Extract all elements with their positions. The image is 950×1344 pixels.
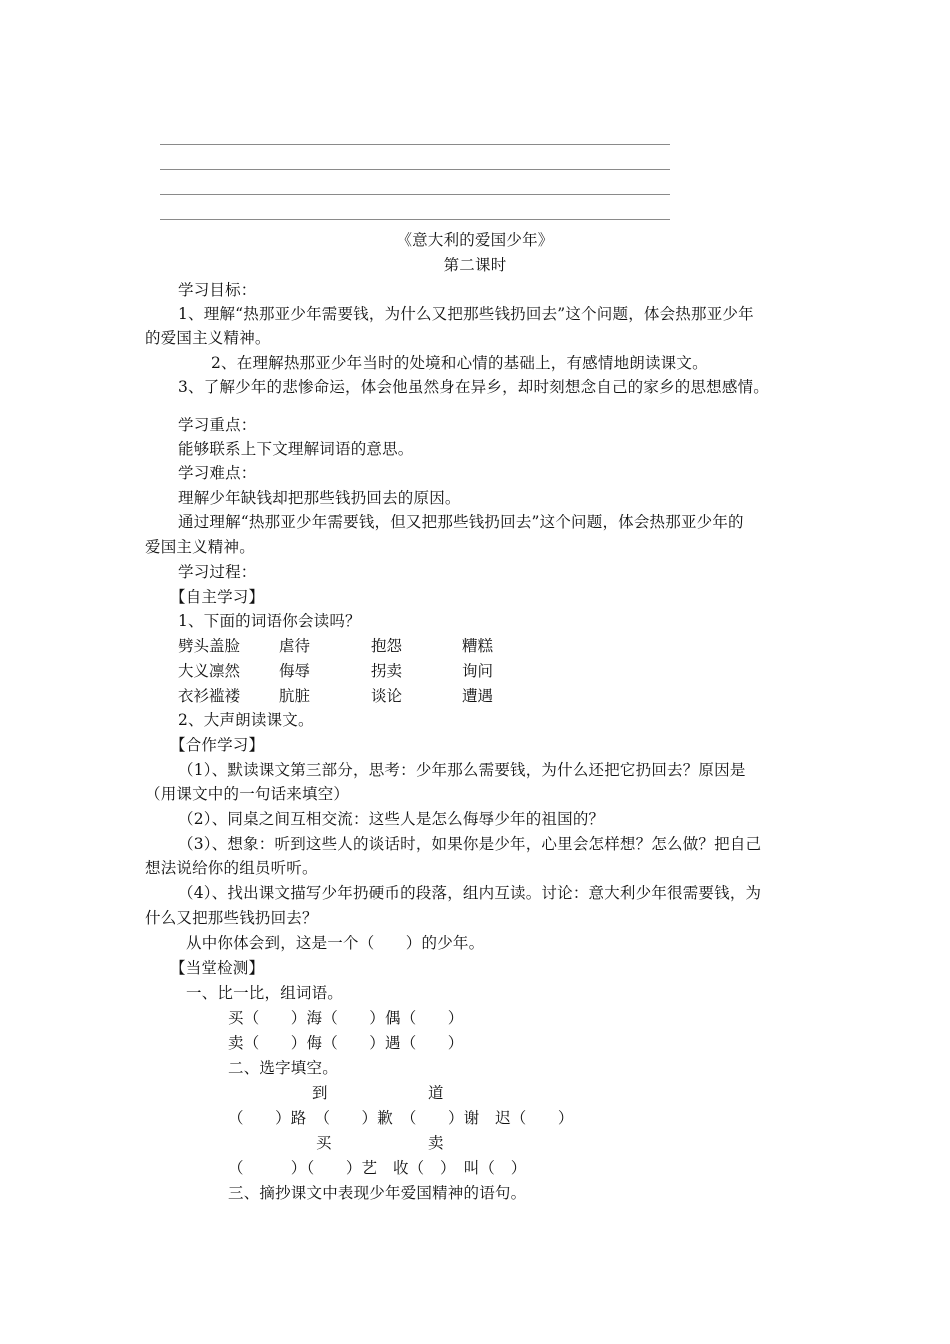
word-cell: 糟糕 — [462, 637, 494, 655]
cooperative-q3-line-2: 想法说给你的组员听听。 — [145, 859, 318, 877]
word-cell: 劈头盖脸 — [178, 637, 241, 655]
answer-line — [160, 144, 670, 145]
objective-3: 3、了解少年的悲惨命运，体会他虽然身在异乡，却时刻想念自己的家乡的思想感情。 — [178, 378, 769, 396]
word-cell: 拐卖 — [371, 662, 403, 680]
objective-1-line-1: 1、理解“热那亚少年需要钱，为什么又把那些钱扔回去”这个问题，体会热那亚少年 — [178, 305, 754, 323]
self-study-q2: 2、大声朗读课文。 — [178, 711, 314, 729]
cooperative-q4-line-1: （4）、找出课文描写少年扔硬币的段落，组内互读。讨论：意大利少年很需要钱，为 — [178, 884, 762, 902]
cooperative-q4-line-2: 什么又把那些钱扔回去？ — [145, 909, 318, 927]
process-heading: 学习过程： — [178, 563, 257, 581]
document-subtitle: 第二课时 — [443, 256, 507, 274]
self-study-heading: 【自主学习】 — [170, 588, 265, 606]
key-points-text: 能够联系上下文理解词语的意思。 — [178, 440, 414, 458]
word-cell: 谈论 — [371, 687, 403, 705]
cooperative-fill: 从中你体会到，这是一个（ ）的少年。 — [186, 934, 485, 952]
word-cell: 衣衫褴褛 — [178, 687, 241, 705]
word-cell: 询问 — [462, 662, 494, 680]
objective-1-line-2: 的爱国主义精神。 — [145, 329, 271, 347]
check-blanks-2: （ ）（ ）艺 收（ ） 叫（ ） — [228, 1159, 527, 1177]
word-cell: 大义凛然 — [178, 662, 241, 680]
key-points-heading: 学习重点： — [178, 416, 257, 434]
objectives-heading: 学习目标： — [178, 281, 257, 299]
choice-char: 买 — [316, 1134, 332, 1152]
check-part-3: 三、摘抄课文中表现少年爱国精神的语句。 — [228, 1184, 527, 1202]
answer-line — [160, 194, 670, 195]
objective-2: 2、在理解热那亚少年当时的处境和心情的基础上，有感情地朗读课文。 — [211, 354, 708, 372]
word-cell: 侮辱 — [279, 662, 311, 680]
cooperative-q1-line-2: （用课文中的一句话来填空） — [145, 785, 350, 803]
self-study-q1: 1、下面的词语你会读吗？ — [178, 612, 361, 630]
cooperative-heading: 【合作学习】 — [170, 736, 265, 754]
check-heading: 【当堂检测】 — [170, 959, 265, 977]
check-blanks-1: （ ）路 （ ）歉 （ ）谢 迟（ ） — [228, 1109, 574, 1127]
choice-char: 到 — [312, 1084, 328, 1102]
difficulties-extra-line-2: 爱国主义精神。 — [145, 538, 255, 556]
answer-line — [160, 219, 670, 220]
check-row-1: 买（ ）海（ ）偶（ ） — [228, 1009, 464, 1027]
word-cell: 肮脏 — [279, 687, 311, 705]
cooperative-q2: （2）、同桌之间互相交流：这些人是怎么侮辱少年的祖国的？ — [178, 810, 605, 828]
difficulties-extra-line-1: 通过理解“热那亚少年需要钱，但又把那些钱扔回去”这个问题，体会热那亚少年的 — [178, 513, 744, 531]
answer-line — [160, 169, 670, 170]
difficulties-heading: 学习难点： — [178, 464, 257, 482]
choice-char: 卖 — [428, 1134, 444, 1152]
check-part-1: 一、比一比，组词语。 — [186, 984, 344, 1002]
word-cell: 遭遇 — [462, 687, 494, 705]
word-cell: 抱怨 — [371, 637, 403, 655]
difficulties-text: 理解少年缺钱却把那些钱扔回去的原因。 — [178, 489, 461, 507]
check-row-2: 卖（ ）侮（ ）遇（ ） — [228, 1034, 464, 1052]
cooperative-q1-line-1: （1）、默读课文第三部分，思考：少年那么需要钱，为什么还把它扔回去？原因是 — [178, 761, 746, 779]
word-cell: 虐待 — [279, 637, 311, 655]
choice-char: 道 — [428, 1084, 444, 1102]
document-title: 《意大利的爱国少年》 — [396, 231, 554, 249]
cooperative-q3-line-1: （3）、想象：听到这些人的谈话时，如果你是少年，心里会怎样想？怎么做？把自己 — [178, 835, 762, 853]
check-part-2: 二、选字填空。 — [228, 1059, 338, 1077]
